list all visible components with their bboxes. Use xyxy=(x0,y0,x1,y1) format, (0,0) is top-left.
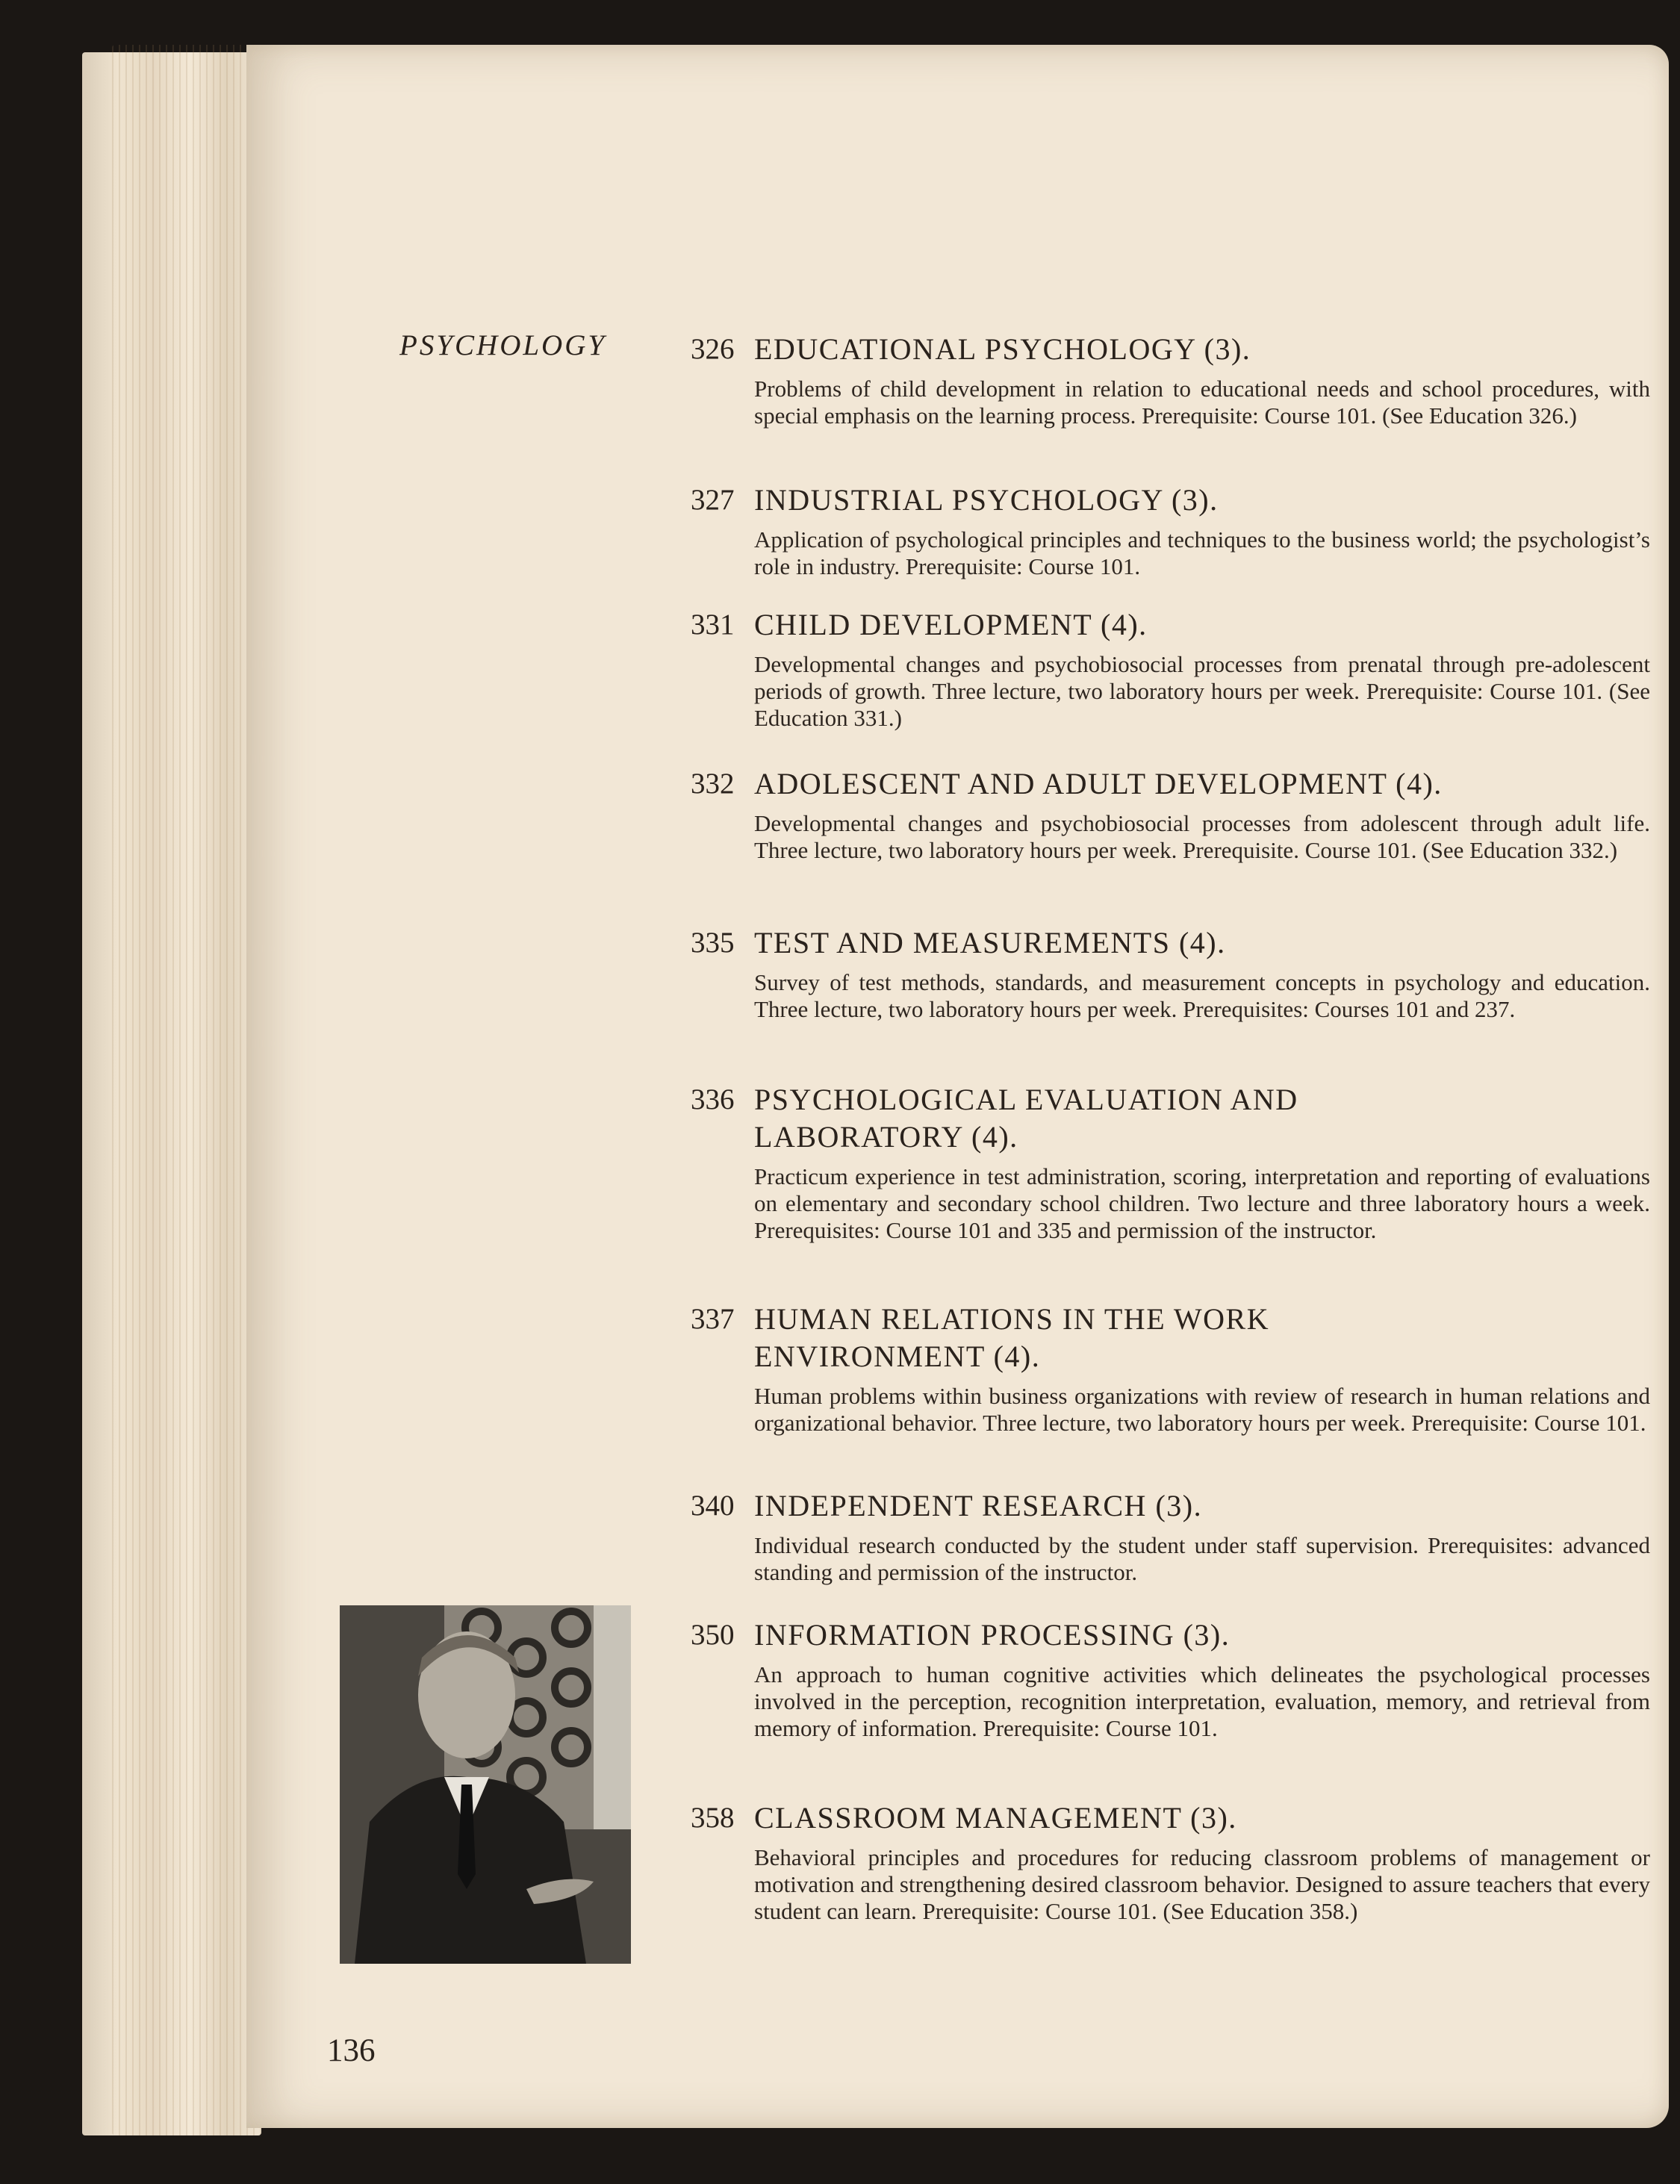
course-number: 335 xyxy=(691,927,735,959)
course-entry xyxy=(691,331,1650,429)
photo-illustration xyxy=(340,1605,631,1964)
page-number: 136 xyxy=(327,2033,376,2068)
course-title: PSYCHOLOGICAL EVALUATION AND LABORATORY (4). xyxy=(754,1083,1298,1154)
course-title: INDEPENDENT RESEARCH (3). xyxy=(754,1489,1203,1522)
instructor-photo xyxy=(340,1605,631,1964)
course-entry xyxy=(691,606,1650,732)
course-entry xyxy=(691,1799,1650,1925)
course-entry xyxy=(691,924,1650,1023)
course-entry xyxy=(691,482,1650,580)
course-description: Human problems within business organizations with review of research in human relations and organizational behavior. Three lecture, two laboratory hours per week. Prerequisite: Course 101. xyxy=(754,1383,1650,1436)
page-edge-shadow xyxy=(112,45,261,2135)
course-entry xyxy=(691,1617,1650,1742)
course-title: HUMAN RELATIONS IN THE WORK ENVIRONMENT (4). xyxy=(754,1302,1270,1373)
course-description: Problems of child development in relation to educational needs and school procedures, with special emphasis on the learning process. Prerequisite: Course 101. (See Education 326.) xyxy=(754,376,1650,429)
course-number: 332 xyxy=(691,768,735,800)
course-entry xyxy=(691,765,1650,864)
course-description: Individual research conducted by the student under staff supervision. Prerequisites: advanced standing and permission of the instructor. xyxy=(754,1532,1650,1585)
course-number: 350 xyxy=(691,1619,735,1651)
course-description: Application of psychological principles and techniques to the business world; the psychologist’s role in industry. Prerequisite: Course 101. xyxy=(754,526,1650,579)
course-entry xyxy=(691,1487,1650,1586)
course-entry xyxy=(691,1081,1650,1244)
course-number: 337 xyxy=(691,1303,735,1335)
course-title: TEST AND MEASUREMENTS (4). xyxy=(754,926,1226,959)
course-title: INDUSTRIAL PSYCHOLOGY (3). xyxy=(754,483,1219,517)
course-title: CLASSROOM MANAGEMENT (3). xyxy=(754,1801,1237,1835)
course-number: 327 xyxy=(691,484,735,516)
course-description: Developmental changes and psychobiosocial processes from prenatal through pre-adolescent periods of growth. Three lecture, two laboratory hours per week. Prerequisite: Course 101. (See Education 331.) xyxy=(754,651,1650,731)
course-title: EDUCATIONAL PSYCHOLOGY (3). xyxy=(754,332,1251,366)
course-entry xyxy=(691,1301,1650,1437)
course-number: 340 xyxy=(691,1490,735,1522)
course-description: Survey of test methods, standards, and measurement concepts in psychology and education. Three lecture, two laboratory hours per week. Prerequisites: Courses 101 and 237. xyxy=(754,969,1650,1022)
course-description: Developmental changes and psychobiosocial processes from adolescent through adult life. Three lecture, two laboratory hours per week. Prerequisite. Course 101. (See Education 332.) xyxy=(754,810,1650,863)
course-number: 336 xyxy=(691,1083,735,1116)
course-number: 358 xyxy=(691,1802,735,1834)
section-heading: PSYCHOLOGY xyxy=(399,329,607,361)
course-title: INFORMATION PROCESSING (3). xyxy=(754,1618,1231,1652)
course-description: Practicum experience in test administration, scoring, interpretation and reporting of evaluations on elementary and secondary school children. Two lecture and three laboratory hours a week. Prerequisites: Course 101 and 335 and permission of the instructor. xyxy=(754,1163,1650,1243)
course-description: An approach to human cognitive activities which delineates the psychological processes involved in the perception, recognition interpretation, evaluation, memory, and retrieval from memory of information. Prerequisite: Course 101. xyxy=(754,1661,1650,1741)
course-title: CHILD DEVELOPMENT (4). xyxy=(754,608,1148,641)
course-number: 331 xyxy=(691,609,735,641)
course-number: 326 xyxy=(691,333,735,365)
course-description: Behavioral principles and procedures for reducing classroom problems of management or motivation and strengthening desired classroom behavior. Designed to assure teachers that every student can learn. Prerequisite: Course 101. (See Education 358.) xyxy=(754,1844,1650,1924)
course-title: ADOLESCENT AND ADULT DEVELOPMENT (4). xyxy=(754,767,1443,800)
